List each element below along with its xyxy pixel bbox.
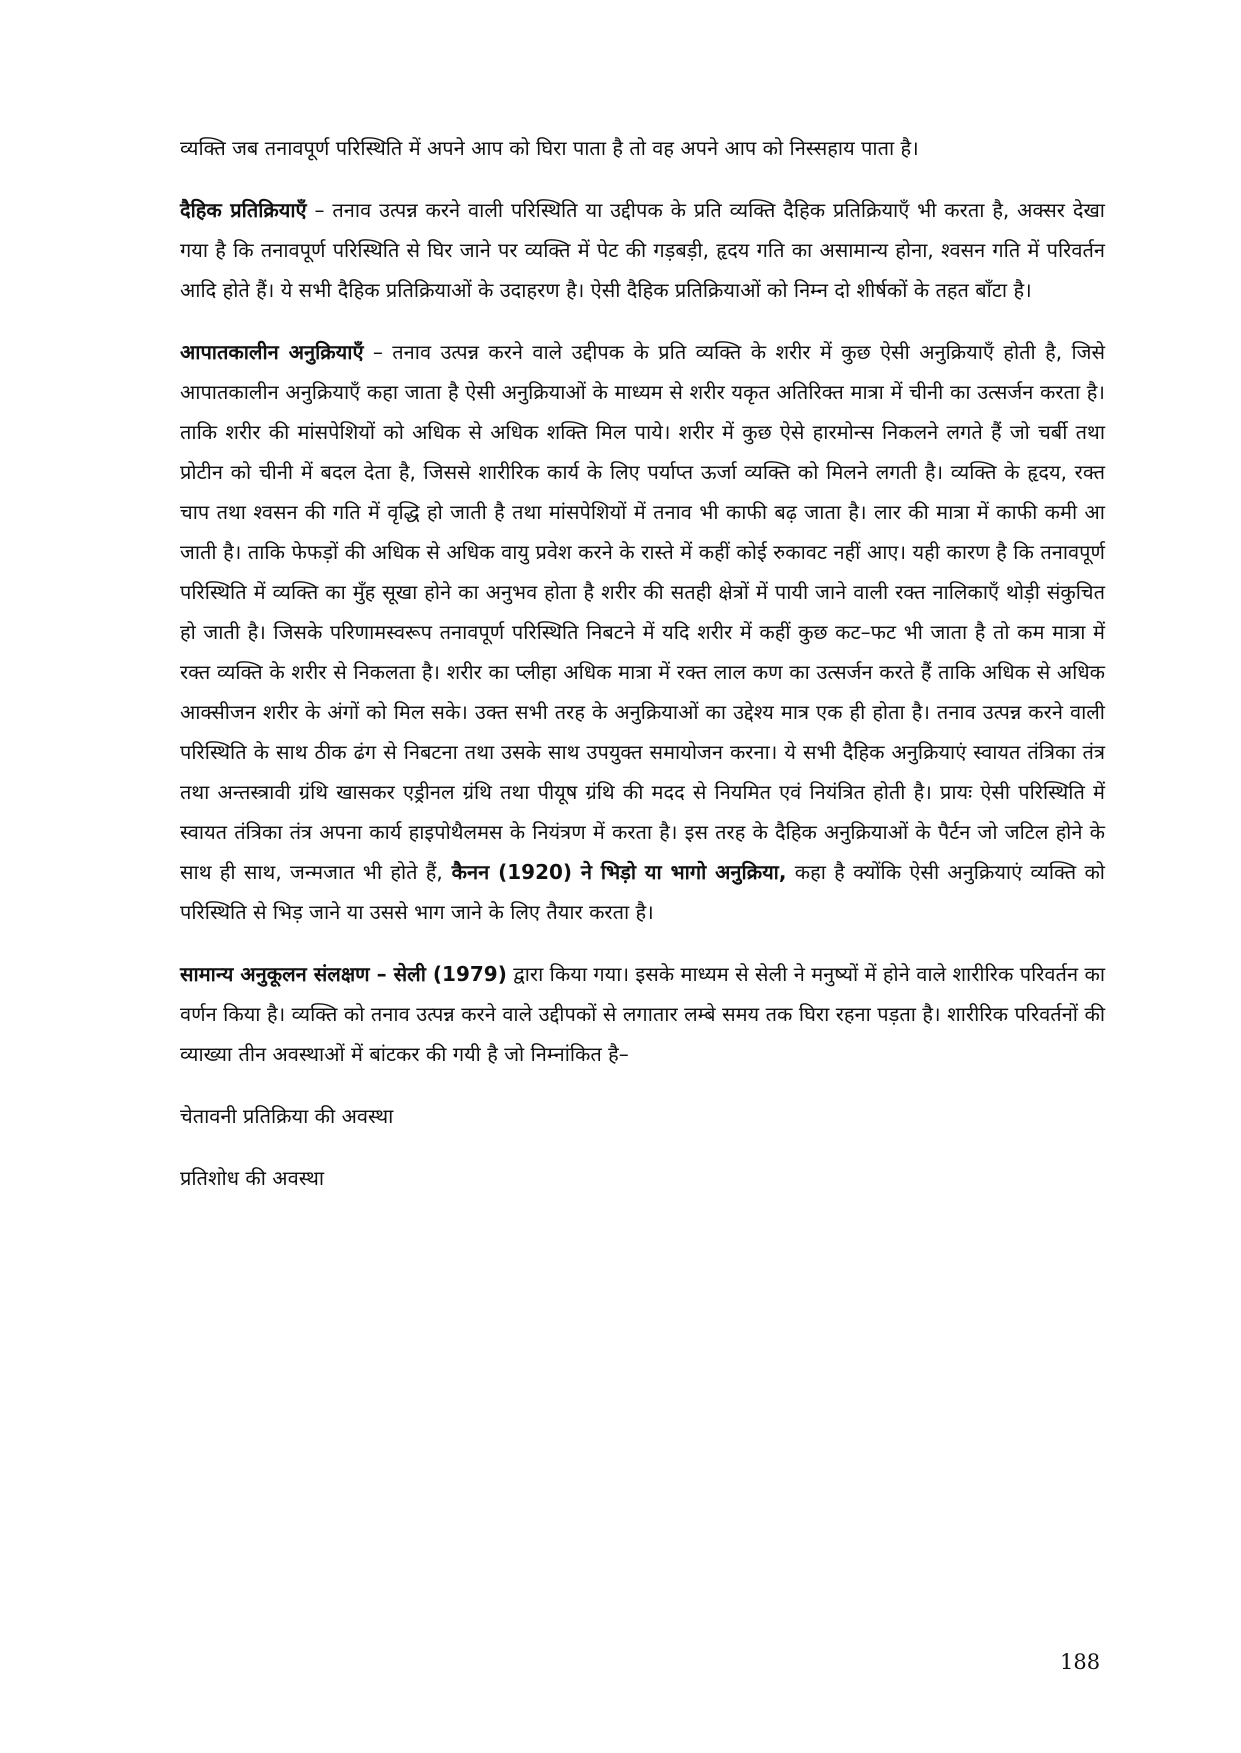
paragraph-intro-text: व्यक्ति जब तनावपूर्ण परिस्थिति में अपने आप को घिरा पाता है तो वह अपने आप को निस्सहाय पाता है। (180, 136, 919, 160)
paragraph-general-adaptation (180, 954, 1105, 1074)
paragraph-somatic-reactions-text: – तनाव उत्पन्न करने वाली परिस्थिति या उद्दीपक के प्रति व्यक्ति दैहिक प्रतिक्रियाएँ भी करता है, अक्सर देखा गया है कि तनावपूर्ण परिस्थिति से घिर जाने पर व्यक्ति में पेट की गड़बड़ी, हृदय गति का असामान्य होना, श्वसन गति में परिवर्तन आदि होते हैं। ये सभी दैहिक प्रतिक्रियाओं के उदाहरण है। ऐसी दैहिक प्रतिक्रियाओं को निम्न दो शीर्षकों के तहत बाँटा है। (180, 198, 1105, 302)
paragraph-emergency-responses-text-end: कहा है क्योंकि ऐसी अनुक्रियाएं व्यक्ति को परिस्थिति से भिड़ जाने या उससे भाग जाने के लिए तैयार करता है। (180, 860, 1105, 924)
heading-general-adaptation: सामान्य अनुकूलन संलक्षण – सेली (1979) (180, 962, 507, 986)
list-item-resistance-stage: प्रतिशोध की अवस्था (180, 1166, 325, 1190)
paragraph-general-adaptation-text: द्वारा किया गया। इसके माध्यम से सेली ने मनुष्यों में होने वाले शारीरिक परिवर्तन का वर्णन किया है। व्यक्ति को तनाव उत्पन्न करने वाले उद्दीपकों से लगातार लम्बे समय तक घिरा रहना पड़ता है। शारीरिक परिवर्तनों की व्याख्या तीन अवस्थाओं में बांटकर की गयी है जो निम्नांकित है– (180, 962, 1105, 1066)
fight-or-flight-emphasis: कैनन (1920) ने भिड़ो या भागो अनुक्रिया, (442, 860, 787, 884)
paragraph-emergency-responses (180, 332, 1105, 932)
heading-somatic-reactions: दैहिक प्रतिक्रियाएँ (180, 198, 307, 222)
list-item-alarm-stage: चेतावनी प्रतिक्रिया की अवस्था (180, 1104, 394, 1128)
heading-emergency-responses: आपातकालीन अनुक्रियाएँ (180, 340, 364, 364)
paragraph-emergency-responses-text: – तनाव उत्पन्न करने वाले उद्दीपक के प्रति व्यक्ति के शरीर में कुछ ऐसी अनुक्रियाएँ होती है, जिसे आपातकालीन अनुक्रियाएँ कहा जाता है ऐसी अनुक्रियाओं के माध्यम से शरीर यकृत अतिरिक्त मात्रा में चीनी का उत्सर्जन करता है। ताकि शरीर की मांसपेशियों को अधिक से अधिक शक्ति मिल पाये। शरीर में कुछ ऐसे हारमोन्स निकलने लगते हैं जो चर्बी तथा प्रोटीन को चीनी में बदल देता है, जिससे शारीरिक कार्य के लिए पर्याप्त ऊर्जा व्यक्ति को मिलने लगती है। व्यक्ति के हृदय, रक्त चाप तथा श्वसन की गति में वृद्धि हो जाती है तथा मांसपेशियों में तनाव भी काफी बढ़ जाता है। लार की मात्रा में काफी कमी आ जाती है। ताकि फेफड़ों की अधिक से अधिक वायु प्रवेश करने के रास्ते में कहीं कोई रुकावट नहीं आए। यही कारण है कि तनावपूर्ण परिस्थिति में व्यक्ति का मुँह सूखा होने का अनुभव होता है शरीर की सतही क्षेत्रों में पायी जाने वाली रक्त नालिकाएँ थोड़ी संकुचित हो जाती है। जिसके परिणामस्वरूप तनावपूर्ण परिस्थिति निबटने में यदि शरीर में कहीं कुछ कट–फट भी जाता है तो कम मात्रा में रक्त व्यक्ति के शरीर से निकलता है। शरीर का प्लीहा अधिक मात्रा में रक्त लाल कण का उत्सर्जन करते हैं ताकि अधिक से अधिक आक्सीजन शरीर के अंगों को मिल सके। उक्त सभी तरह के अनुक्रियाओं का उद्देश्य मात्र एक ही होता है। तनाव उत्पन्न करने वाली परिस्थिति के साथ ठीक ढंग से निबटना तथा उसके साथ उपयुक्त समायोजन करना। ये सभी दैहिक अनुक्रियाएं स्वायत तंत्रिका तंत्र तथा अन्तस्त्रावी ग्रंथि खासकर एड्रीनल ग्रंथि तथा पीयूष ग्रंथि की मदद से नियमित एवं नियंत्रित होती है। प्रायः ऐसी परिस्थिति में स्वायत तंत्रिका तंत्र अपना कार्य हाइपोथैलमस के नियंत्रण में करता है। इस तरह के दैहिक अनुक्रियाओं के पैर्टन जो जटिल होने के साथ ही साथ, जन्मजात भी होते हैं, (180, 340, 1105, 884)
paragraph-somatic-reactions (180, 190, 1105, 310)
paragraph-intro (180, 128, 1105, 168)
page-content (180, 128, 1105, 1220)
page-number: 188 (1060, 1650, 1101, 1674)
